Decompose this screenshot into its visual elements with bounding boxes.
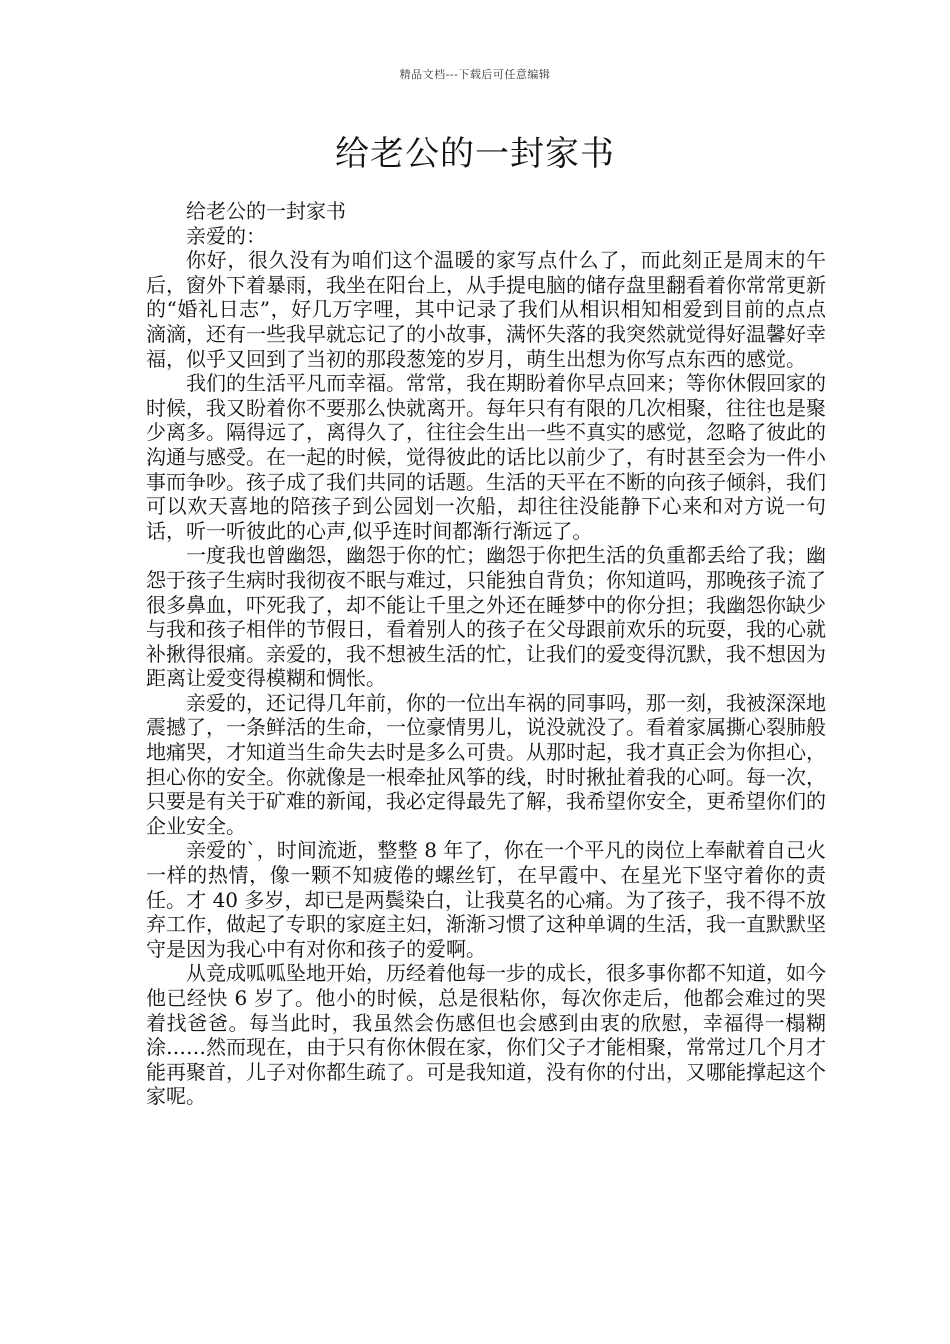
letter-paragraph: 你好，很久没有为咱们这个温暖的家写点什么了，而此刻正是周末的午后，窗外下着暴雨，我坐在阳台上，从手提电脑的储存盘里翻看着你常常更新的“婚礼日志”，好几万字哩，其中记录了我们从相识相知相爱到目前的点点滴滴，还有一些我早就忘记了的小故事，满怀失落的我突然就觉得好温馨好幸福，似乎又回到了当初的那段葱笼的岁月，萌生出想为你写点东西的感觉。 [146,248,826,371]
letter-paragraph: 亲爱的`，时间流逝，整整 8 年了，你在一个平凡的岗位上奉献着自己火一样的热情，像一颗不知疲倦的螺丝钉，在早霞中、在星光下坚守着你的责任。才 40 多岁，却已是两鬓染白，让我莫名的心痛。为了孩子，我不得不放弃工作，做起了专职的家庭主妇，渐渐习惯了这种单调的生活，我一直默默坚守是因为我心中有对你和孩子的爱啊。 [146,838,826,961]
letter-paragraph: 一度我也曾幽怨，幽怨于你的忙；幽怨于你把生活的负重都丢给了我；幽怨于孩子生病时我彻夜不眠与难过，只能独自背负；你知道吗，那晚孩子流了很多鼻血，吓死我了，却不能让千里之外还在睡梦中的你分担；我幽怨你缺少与我和孩子相伴的节假日，看着别人的孩子在父母跟前欢乐的玩耍，我的心就补揪得很痛。亲爱的，我不想被生活的忙，让我们的爱变得沉默，我不想因为距离让爱变得模糊和惆怅。 [146,543,826,691]
document-title: 给老公的一封家书 [335,134,615,174]
letter-heading-line: 给老公的一封家书 [186,199,346,223]
letter-paragraph: 从竞成呱呱坠地开始，历经着他每一步的成长，很多事你都不知道，如今他已经快 6 岁了。他小的时候，总是很粘你，每次你走后，他都会难过的哭着找爸爸。每当此时，我虽然会伤感但也会感到由衷的欣慰，幸福得一榻糊涂……然而现在，由于只有你休假在家，你们父子才能相聚，常常过几个月才能再聚首，儿子对你都生疏了。可是我知道，没有你的付出，又哪能撑起这个家呢。 [146,961,826,1109]
letter-paragraph: 我们的生活平凡而幸福。常常，我在期盼着你早点回来；等你休假回家的时候，我又盼着你不要那么快就离开。每年只有有限的几次相聚，往往也是聚少离多。隔得远了，离得久了，往往会生出一些不真实的感觉，忽略了彼此的沟通与感受。在一起的时候，觉得彼此的话比以前少了，有时甚至会为一件小事而争吵。孩子成了我们共同的话题。生活的天平在不断的向孩子倾斜，我们可以欢天喜地的陪孩子到公园划一次船，却往往没能静下心来和对方说一句话，听一听彼此的心声,似乎连时间都渐行渐远了。 [146,371,826,543]
letter-paragraph: 亲爱的，还记得几年前，你的一位出车祸的同事吗，那一刻，我被深深地震撼了，一条鲜活的生命，一位豪情男儿，说没就没了。看着家属撕心裂肺般地痛哭，才知道当生命失去时是多么可贵。从那时起，我才真正会为你担心，担心你的安全。你就像是一根牵扯风筝的线，时时揪扯着我的心呵。每一次，只要是有关于矿难的新闻，我必定得最先了解，我希望你安全，更希望你们的企业安全。 [146,690,826,838]
page-header-note: 精品文档---下载后可任意编辑 [399,68,551,81]
letter-salutation: 亲爱的： [186,223,266,248]
letter-body [146,199,826,1109]
